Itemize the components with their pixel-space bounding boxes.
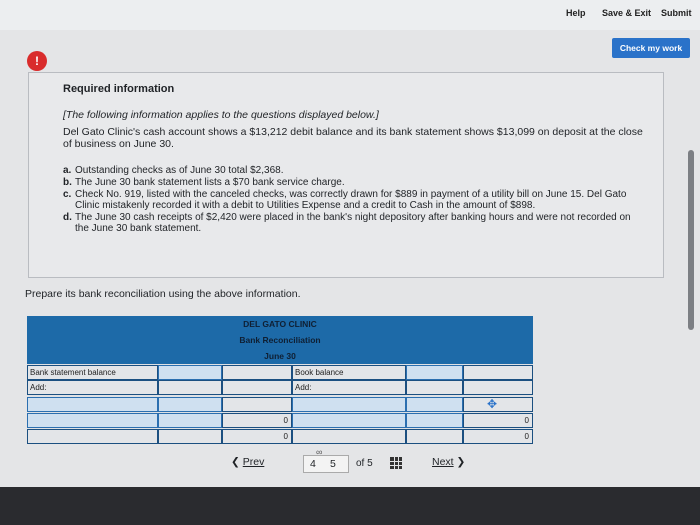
book-subtotal: 0: [463, 413, 533, 428]
list-item: [63, 165, 643, 176]
table-cell: [292, 429, 406, 444]
page-total: of 5: [356, 458, 373, 469]
add-label-right: Add:: [292, 380, 406, 395]
table-cell: [222, 365, 292, 380]
book-balance-input[interactable]: [406, 365, 463, 380]
prev-label: Prev: [242, 456, 265, 468]
save-exit-link[interactable]: Save & Exit: [602, 8, 652, 18]
grid-icon[interactable]: [390, 457, 402, 469]
scrollbar[interactable]: [688, 150, 694, 330]
bank-reconciliation-table: [27, 316, 533, 444]
list-item: [63, 212, 643, 234]
chevron-right-icon: ❯: [456, 456, 466, 468]
table-cell: [463, 365, 533, 380]
page-number[interactable]: 5: [330, 458, 336, 470]
alert-icon: !: [27, 51, 47, 71]
bank-add-amount-input[interactable]: [158, 413, 222, 428]
bank-subtotal: 0: [222, 413, 292, 428]
link-icon: ∞: [316, 447, 323, 457]
help-link[interactable]: Help: [566, 8, 586, 18]
prev-button[interactable]: [231, 456, 264, 468]
book-add-item-input[interactable]: [292, 397, 406, 412]
table-cell: [158, 429, 222, 444]
book-add-item-input[interactable]: [292, 413, 406, 428]
bank-total: 0: [222, 429, 292, 444]
table-cell: [158, 380, 222, 395]
table-header: [27, 316, 533, 364]
move-icon[interactable]: ✥: [487, 397, 498, 411]
item-letter: d.: [63, 212, 72, 223]
bank-add-item-input[interactable]: [27, 413, 158, 428]
item-text: Outstanding checks as of June 30 total $2,368.: [75, 165, 284, 176]
table-cell: [27, 429, 158, 444]
table-cell: [406, 380, 463, 395]
item-letter: a.: [63, 165, 72, 176]
table-cell: [406, 429, 463, 444]
bottom-bar: [0, 487, 700, 525]
book-balance-label: Book balance: [292, 365, 406, 380]
item-letter: c.: [63, 189, 72, 200]
item-text: The June 30 cash receipts of $2,420 were placed in the bank's night depository after banking hours and were not recorded on the June 30 bank statement.: [75, 212, 631, 234]
info-paragraph: Del Gato Clinic's cash account shows a $13,212 debit balance and its bank statement shows $13,099 on deposit at the close of business on June 30.: [63, 126, 643, 150]
item-letter: b.: [63, 177, 72, 188]
check-my-work-button[interactable]: Check my work: [612, 38, 690, 58]
bank-balance-label: Bank statement balance: [27, 365, 158, 380]
table-cell: [222, 380, 292, 395]
table-cell: [463, 380, 533, 395]
book-add-amount-input[interactable]: [406, 397, 463, 412]
chevron-left-icon: ❮: [231, 456, 240, 468]
info-note: [The following information applies to the questions displayed below.]: [63, 109, 379, 121]
book-total: 0: [463, 429, 533, 444]
item-text: Check No. 919, listed with the canceled checks, was correctly drawn for $889 in payment of a utility bill on June 15. Del Gato Clinic mistakenly recorded it with a debit to Utilities Expense and a credit to Cash in the amount of $898.: [75, 189, 627, 211]
submit-link[interactable]: Submit: [661, 8, 692, 18]
table-cell: [463, 397, 533, 412]
company-name: DEL GATO CLINIC: [243, 319, 317, 329]
next-label: Next: [432, 456, 454, 468]
item-text: The June 30 bank statement lists a $70 bank service charge.: [75, 177, 345, 188]
table-cell: [222, 397, 292, 412]
list-item: [63, 189, 643, 211]
top-bar: [0, 0, 700, 30]
add-label-left: Add:: [27, 380, 158, 395]
bank-add-item-input[interactable]: [27, 397, 158, 412]
bank-add-amount-input[interactable]: [158, 397, 222, 412]
required-information-box: [28, 72, 664, 278]
list-item: [63, 177, 643, 188]
info-title: Required information: [63, 83, 175, 95]
next-button[interactable]: [432, 456, 465, 468]
page-number[interactable]: 4: [310, 458, 316, 470]
bank-balance-input[interactable]: [158, 365, 222, 380]
book-add-amount-input[interactable]: [406, 413, 463, 428]
info-list: [63, 165, 643, 235]
statement-title: Bank Reconciliation: [239, 335, 321, 345]
statement-date: June 30: [264, 351, 296, 361]
question-prompt: Prepare its bank reconciliation using the above information.: [25, 288, 301, 300]
